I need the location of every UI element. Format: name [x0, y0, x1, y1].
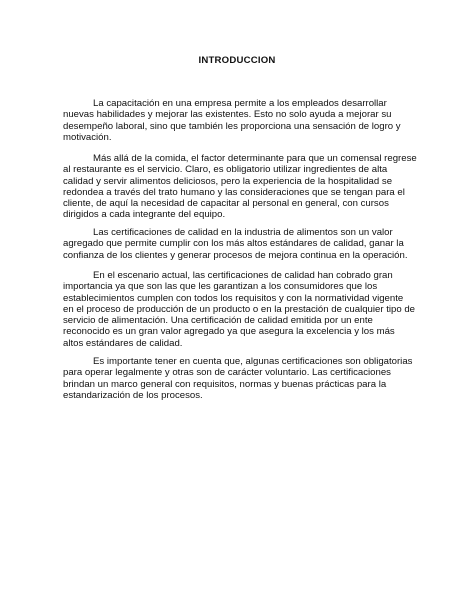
paragraph-line: brindan un marco general con requisitos, normas y buenas prácticas para la	[63, 378, 387, 390]
paragraph-line: La capacitación en una empresa permite a los empleados desarrollar	[93, 98, 387, 109]
paragraph-line: estandarización de los procesos.	[63, 389, 203, 401]
paragraph-line: motivación.	[63, 131, 112, 143]
paragraph-line: nuevas habilidades y mejorar las existentes. Esto no solo ayuda a mejorar su	[63, 109, 392, 121]
paragraph-line: Las certificaciones de calidad en la industria de alimentos son un valor	[93, 227, 393, 238]
paragraph-line: altos estándares de calidad.	[63, 337, 183, 349]
paragraph-line: dirigidos a cada integrante del equipo.	[63, 209, 226, 221]
paragraph-line: desempeño laboral, sino que también les proporciona una sensación de logro y	[63, 120, 401, 132]
paragraph-line: al restaurante es el servicio. Claro, es obligatorio utilizar ingredientes de alta	[63, 164, 388, 176]
paragraph-line: Es importante tener en cuenta que, algunas certificaciones son obligatorias	[93, 356, 413, 367]
paragraph-2	[63, 153, 415, 221]
paragraph-line: servicio de alimentación. Una certificación de calidad emitida por un ente	[63, 315, 373, 327]
paragraph-line: reconocido es un gran valor agregado ya que asegura la excelencia y los más	[63, 326, 395, 338]
paragraph-line: Más allá de la comida, el factor determinante para que un comensal regrese	[93, 153, 417, 164]
paragraph-line: calidad y servir alimentos deliciosos, pero la experiencia de la hospitalidad se	[63, 175, 393, 187]
page-title: INTRODUCCION	[198, 55, 276, 66]
paragraph-line: En el escenario actual, las certificaciones de calidad han cobrado gran	[93, 270, 393, 281]
paragraph-4	[63, 270, 415, 349]
paragraph-line: en el proceso de producción de un producto o en la prestación de cualquier tipo de	[63, 303, 416, 315]
paragraph-line: establecimientos cumplen con todos los requisitos y con la normatividad vigente	[63, 292, 404, 304]
paragraph-5	[63, 356, 415, 401]
paragraph-line: importancia ya que son las que les garantizan a los consumidores que los	[63, 281, 378, 293]
paragraph-line: agregado que permite cumplir con los más altos estándares de calidad, ganar la	[63, 238, 404, 250]
paragraph-line: cliente, de aquí la necesidad de capacitar al personal en general, con cursos	[63, 198, 389, 210]
paragraph-3	[63, 227, 415, 261]
paragraph-line: confianza de los clientes y generar procesos de mejora continua en la operación.	[63, 249, 408, 261]
paragraph-line: para operar legalmente y otras son de carácter voluntario. Las certificaciones	[63, 367, 391, 379]
paragraph-1	[63, 98, 415, 143]
paragraph-line: redondea a través del trato humano y las consideraciones que se tengan para el	[63, 186, 405, 198]
